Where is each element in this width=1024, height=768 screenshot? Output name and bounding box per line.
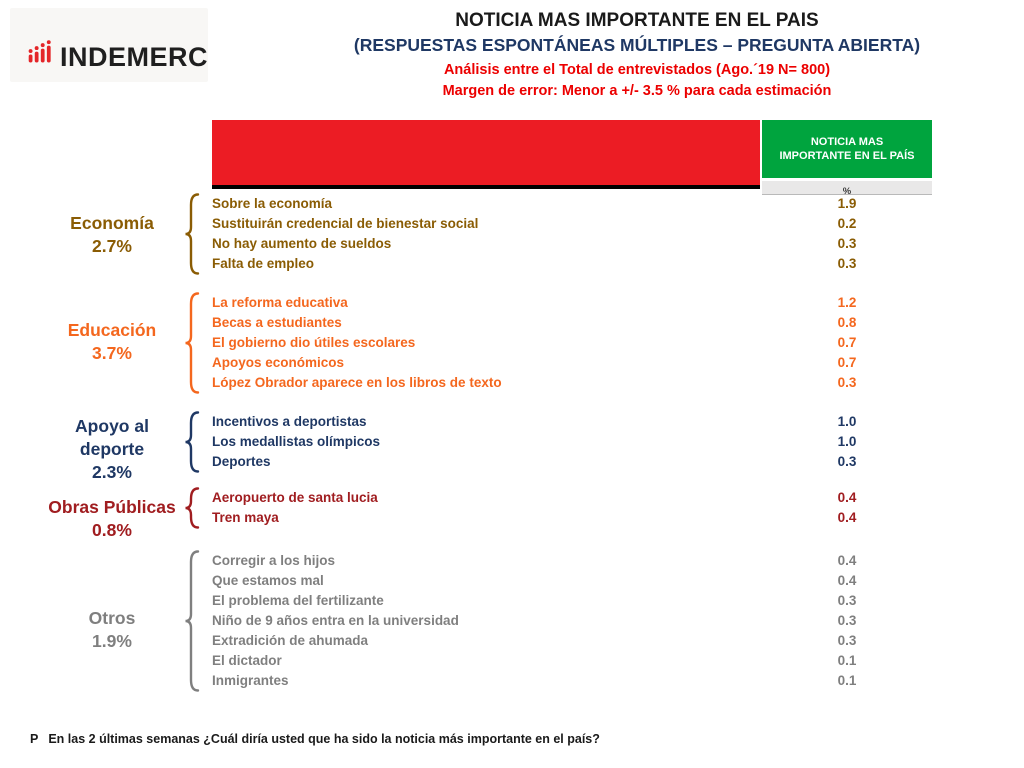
group-brace-icon (184, 411, 200, 473)
item-label: Niño de 9 años entra en la universidad (212, 613, 459, 628)
item-label: Apoyos económicos (212, 355, 345, 370)
question-prefix: P (30, 732, 39, 746)
item-label: Becas a estudiantes (212, 315, 342, 330)
group-label (28, 319, 196, 365)
item-label: Sustituirán credencial de bienestar social (212, 216, 479, 231)
item-value: 0.3 (837, 236, 857, 251)
group-brace-icon (184, 292, 200, 394)
item-label: Corregir a los hijos (212, 553, 336, 568)
group-brace-icon (184, 550, 200, 692)
group-label-line: Apoyo al (75, 416, 149, 436)
group-label (28, 415, 196, 484)
item-value: 0.4 (837, 553, 857, 568)
page-title: NOTICIA MAS IMPORTANTE EN EL PAIS (455, 10, 819, 31)
item-value: 0.7 (837, 335, 857, 350)
group-label-line: Obras Públicas (48, 497, 176, 517)
item-label: El dictador (212, 653, 282, 668)
group-label (28, 607, 196, 653)
group-brace-icon (184, 193, 200, 275)
group-percentage: 2.3% (92, 462, 132, 482)
item-value: 0.3 (837, 375, 857, 390)
group-label-line: Otros (88, 608, 136, 628)
item-value: 0.4 (837, 573, 857, 588)
group-label-line: Economía (70, 213, 154, 233)
item-value: 0.3 (837, 633, 857, 648)
item-value: 1.9 (837, 196, 857, 211)
unit-label: % (842, 186, 852, 197)
item-value: 0.1 (837, 653, 857, 668)
item-value: 0.4 (837, 490, 857, 505)
item-label: Los medallistas olímpicos (212, 434, 381, 449)
item-label: López Obrador aparece en los libros de texto (212, 375, 502, 390)
question-footnote (30, 732, 600, 746)
item-value: 0.8 (837, 315, 857, 330)
logo-text: INDEMERC (59, 42, 208, 72)
group-label (28, 496, 196, 542)
column-header-line1: NOTICIA MAS (810, 136, 884, 148)
group-label (28, 212, 196, 258)
group-brace-icon (184, 487, 200, 529)
item-label: Inmigrantes (212, 673, 289, 688)
group-percentage: 2.7% (92, 236, 132, 256)
item-label: Tren maya (212, 510, 279, 525)
item-value: 0.4 (837, 510, 857, 525)
item-label: Que estamos mal (212, 573, 324, 588)
margin-of-error-note: Margen de error: Menor a +/- 3.5 % para cada estimación (442, 83, 832, 99)
item-label: La reforma educativa (212, 295, 348, 310)
item-value: 0.2 (837, 216, 857, 231)
item-value: 0.7 (837, 355, 857, 370)
item-label: El gobierno dio útiles escolares (212, 335, 416, 350)
group-percentage: 3.7% (92, 343, 132, 363)
item-value: 0.3 (837, 613, 857, 628)
group-percentage: 1.9% (92, 631, 132, 651)
item-label: No hay aumento de sueldos (212, 236, 392, 251)
item-label: Deportes (212, 454, 271, 469)
item-value: 0.3 (837, 593, 857, 608)
item-label: Incentivos a deportistas (212, 414, 367, 429)
analysis-note: Análisis entre el Total de entrevistados (Ago.´19 N= 800) (443, 62, 831, 78)
item-value: 1.0 (837, 414, 857, 429)
item-label: El problema del fertilizante (212, 593, 384, 608)
column-header-line2: IMPORTANTE EN EL PAÍS (779, 150, 915, 162)
item-value: 1.0 (837, 434, 857, 449)
item-label: Falta de empleo (212, 256, 315, 271)
item-value: 0.3 (837, 454, 857, 469)
item-value: 0.1 (837, 673, 857, 688)
item-label: Aeropuerto de santa lucia (212, 490, 378, 505)
page-subtitle: (RESPUESTAS ESPONTÁNEAS MÚLTIPLES – PREGUNTA ABIERTA) (353, 35, 921, 55)
question-text: En las 2 últimas semanas ¿Cuál diría usted que ha sido la noticia más importante en el país? (48, 732, 600, 746)
item-label: Sobre la economía (212, 196, 333, 211)
group-percentage: 0.8% (92, 520, 132, 540)
group-label-line: deporte (79, 439, 145, 459)
group-label-line: Educación (67, 320, 157, 340)
item-value: 0.3 (837, 256, 857, 271)
item-label: Extradición de ahumada (212, 633, 369, 648)
item-value: 1.2 (837, 295, 857, 310)
